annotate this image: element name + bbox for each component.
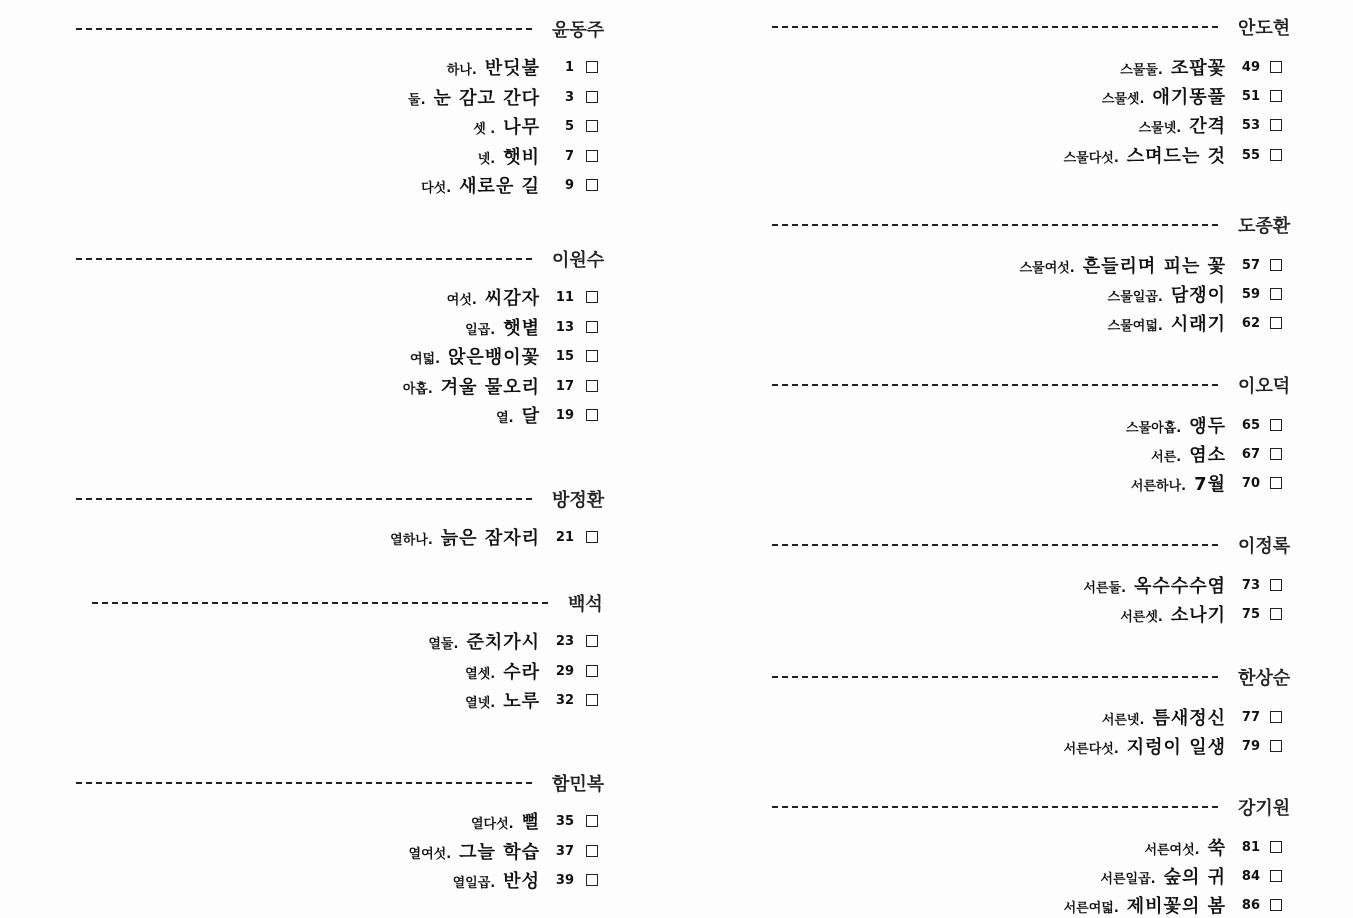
checkbox[interactable] — [586, 291, 598, 303]
poem-entry — [0, 341, 620, 369]
poem-title-group — [465, 687, 540, 713]
author-heading — [0, 768, 620, 798]
poem-title-group — [478, 143, 540, 169]
checkbox[interactable] — [1270, 259, 1282, 271]
poem-entry — [0, 82, 620, 110]
poem-title-group — [1120, 601, 1226, 627]
page-number: 73 — [1241, 578, 1260, 593]
poem-ordinal: 여섯. — [446, 293, 477, 308]
author-heading — [700, 792, 1320, 822]
checkbox[interactable] — [586, 694, 598, 706]
page-number: 55 — [1241, 147, 1260, 163]
poem-title: 숲의 귀 — [1163, 867, 1226, 889]
poem-entry — [700, 832, 1320, 860]
author-name: 강기원 — [1238, 798, 1291, 819]
author-heading — [0, 244, 620, 274]
poem-ordinal: 열다섯. — [470, 817, 514, 832]
page-number: 29 — [555, 663, 574, 679]
author-name: 이원수 — [552, 250, 605, 271]
poem-entry — [700, 52, 1320, 80]
author-heading — [700, 530, 1320, 560]
poem-ordinal: 스물여섯. — [1019, 261, 1075, 276]
author-name: 안도현 — [1238, 18, 1291, 39]
poem-title: 흔들리며 피는 꽃 — [1082, 256, 1226, 277]
dashed-divider — [76, 258, 532, 260]
poem-title-group — [421, 172, 540, 198]
author-name: 이정록 — [1238, 536, 1291, 557]
checkbox[interactable] — [1270, 149, 1282, 161]
poem-ordinal: 서른하나. — [1130, 479, 1187, 495]
page-number: 59 — [1241, 287, 1260, 303]
page-number: 5 — [564, 119, 574, 135]
page-number: 32 — [555, 693, 574, 709]
checkbox[interactable] — [586, 531, 598, 543]
author-heading — [700, 370, 1320, 400]
poem-entry — [700, 439, 1320, 467]
poem-title: 조팝꽃 — [1170, 58, 1226, 79]
author-name: 윤동주 — [552, 20, 605, 41]
poem-title: 쑥 — [1207, 838, 1226, 859]
page-number: 65 — [1241, 418, 1260, 433]
page-number: 3 — [564, 89, 574, 105]
poem-entry — [0, 626, 620, 654]
poem-title: 틈새정신 — [1152, 708, 1226, 729]
poem-title: 나무 — [503, 117, 540, 139]
page-number: 53 — [1241, 118, 1260, 134]
page-number: 84 — [1241, 869, 1260, 885]
poem-entry — [700, 308, 1320, 336]
poem-entry — [700, 861, 1320, 889]
dashed-divider — [772, 384, 1218, 386]
checkbox[interactable] — [1270, 448, 1282, 460]
poem-title: 새로운 길 — [459, 176, 540, 198]
poem-ordinal: 하나. — [446, 63, 477, 78]
poem-entry — [0, 836, 620, 864]
poem-ordinal: 넷. — [477, 151, 496, 167]
poem-ordinal: 열여섯. — [408, 846, 452, 862]
poem-ordinal: 스물둘. — [1120, 63, 1163, 78]
checkbox[interactable] — [1270, 317, 1282, 329]
page-number: 19 — [555, 408, 574, 424]
checkbox[interactable] — [586, 321, 598, 333]
poem-ordinal: 스물다섯. — [1063, 150, 1119, 166]
poem-entry — [0, 400, 620, 428]
author-name: 한상순 — [1238, 668, 1291, 689]
poem-entry — [700, 81, 1320, 109]
poem-ordinal: 스물아홉. — [1126, 421, 1182, 436]
poem-title-group — [408, 84, 540, 110]
dashed-divider — [772, 676, 1218, 678]
checkbox[interactable] — [1270, 899, 1282, 911]
checkbox[interactable] — [1270, 740, 1282, 752]
poem-title-group — [1108, 310, 1226, 336]
poem-ordinal: 스물여덟. — [1107, 319, 1163, 335]
poem-title-group — [403, 373, 540, 399]
dashed-divider — [76, 498, 532, 500]
poem-entry — [700, 890, 1320, 918]
page-number: 7 — [564, 148, 574, 164]
checkbox[interactable] — [1270, 90, 1282, 102]
page-number: 17 — [555, 378, 574, 394]
poem-ordinal: 열. — [496, 411, 514, 427]
author-heading — [700, 12, 1320, 42]
checkbox[interactable] — [586, 350, 598, 362]
dashed-divider — [772, 224, 1218, 226]
page-number: 70 — [1241, 476, 1260, 492]
poem-ordinal: 서른일곱. — [1100, 872, 1156, 888]
author-heading — [0, 14, 620, 44]
poem-ordinal: 다섯. — [421, 181, 452, 197]
poem-ordinal: 스물일곱. — [1107, 290, 1163, 306]
page-number: 9 — [564, 178, 574, 194]
poem-entry — [0, 865, 620, 893]
poem-ordinal: 서른여덟. — [1063, 901, 1119, 917]
page-number: 75 — [1241, 607, 1260, 623]
page-number: 13 — [555, 319, 574, 335]
page-number: 51 — [1241, 89, 1260, 105]
poem-title: 뻘 — [521, 812, 540, 833]
checkbox[interactable] — [586, 874, 598, 886]
checkbox[interactable] — [1270, 419, 1282, 431]
poem-title: 소나기 — [1170, 605, 1226, 627]
poem-entry — [700, 570, 1320, 598]
poem-title-group — [1100, 863, 1226, 889]
dashed-divider — [76, 28, 532, 30]
checkbox[interactable] — [586, 179, 598, 191]
poem-entry — [0, 656, 620, 684]
checkbox[interactable] — [586, 380, 598, 392]
poem-entry — [700, 410, 1320, 438]
dashed-divider — [772, 26, 1218, 28]
checkbox[interactable] — [586, 91, 598, 103]
page-number: 11 — [555, 290, 574, 305]
checkbox[interactable] — [1270, 579, 1282, 591]
checkbox[interactable] — [586, 409, 598, 421]
page-number: 37 — [555, 843, 574, 859]
poem-title-group — [410, 343, 540, 369]
poem-title-group — [1126, 412, 1226, 438]
author-name: 도종환 — [1238, 216, 1291, 237]
poem-ordinal: 셋 . — [473, 122, 496, 138]
poem-ordinal: 서른. — [1151, 450, 1182, 466]
poem-entry — [700, 279, 1320, 307]
author-heading — [0, 588, 620, 618]
poem-title: 햇비 — [503, 146, 540, 168]
poem-entry — [700, 250, 1320, 278]
poem-ordinal: 열넷. — [465, 696, 496, 712]
poem-title: 눈 감고 간다 — [433, 87, 540, 109]
poem-title-group — [1020, 252, 1226, 278]
page-number: 81 — [1241, 840, 1260, 855]
poem-title-group — [1064, 733, 1226, 759]
poem-title: 스며드는 것 — [1126, 145, 1226, 167]
poem-entry — [0, 371, 620, 399]
poem-title: 준치가시 — [466, 632, 540, 653]
poem-title-group — [1064, 892, 1226, 918]
poem-title: 애기똥풀 — [1152, 87, 1226, 109]
page-number: 1 — [564, 60, 574, 75]
author-heading — [700, 662, 1320, 692]
author-heading — [0, 484, 620, 514]
poem-title-group — [1102, 704, 1226, 730]
poem-title-group — [453, 867, 540, 893]
poem-title-group — [1139, 112, 1226, 138]
page-number: 49 — [1241, 60, 1260, 75]
poem-title: 늙은 잠자리 — [440, 528, 540, 549]
poem-entry — [700, 702, 1320, 730]
page-number: 35 — [555, 814, 574, 829]
poem-title-group — [473, 113, 540, 139]
checkbox[interactable] — [586, 845, 598, 857]
checkbox[interactable] — [1270, 288, 1282, 300]
poem-title-group — [1151, 441, 1226, 467]
poem-ordinal: 스물셋. — [1101, 92, 1145, 108]
poem-ordinal: 일곱. — [465, 322, 496, 338]
poem-entry — [0, 522, 620, 550]
poem-ordinal: 서른둘. — [1083, 581, 1127, 596]
poem-title-group — [447, 54, 540, 80]
poem-ordinal: 서른여섯. — [1144, 843, 1200, 858]
poem-title: 씨감자 — [484, 288, 540, 309]
page-number: 23 — [555, 634, 574, 649]
author-name: 백석 — [568, 594, 603, 615]
poem-title: 햇볕 — [503, 317, 540, 339]
checkbox[interactable] — [586, 665, 598, 677]
poem-title: 반딧불 — [484, 58, 540, 79]
poem-title: 옥수수수염 — [1134, 576, 1226, 597]
checkbox[interactable] — [1270, 870, 1282, 882]
author-heading — [700, 210, 1320, 240]
poem-title-group — [409, 838, 540, 864]
poem-title: 반성 — [503, 871, 540, 893]
poem-title: 지렁이 일생 — [1126, 737, 1226, 759]
poem-title-group — [447, 284, 540, 310]
poem-ordinal: 서른다섯. — [1063, 742, 1119, 758]
poem-entry — [0, 312, 620, 340]
poem-title: 그늘 학습 — [459, 841, 540, 863]
poem-title: 달 — [521, 406, 540, 428]
page-number: 86 — [1241, 898, 1260, 914]
poem-entry — [700, 468, 1320, 496]
poem-title: 수라 — [503, 661, 540, 683]
poem-entry — [0, 111, 620, 139]
poem-title: 겨울 물오리 — [440, 376, 540, 398]
author-name: 이오덕 — [1238, 376, 1291, 397]
checkbox[interactable] — [586, 150, 598, 162]
poem-title-group — [1102, 83, 1226, 109]
poem-title-group — [1108, 281, 1226, 307]
poem-ordinal: 아홉. — [402, 381, 433, 397]
poem-ordinal: 열하나. — [390, 533, 433, 548]
poem-title-group — [465, 314, 540, 340]
page-number: 77 — [1241, 710, 1260, 725]
page-number: 62 — [1241, 316, 1260, 332]
checkbox[interactable] — [1270, 477, 1282, 489]
poem-entry — [0, 52, 620, 80]
poem-ordinal: 서른넷. — [1101, 713, 1145, 728]
poem-title: 시래기 — [1170, 314, 1226, 336]
dashed-divider — [92, 602, 548, 604]
poem-entry — [700, 110, 1320, 138]
poem-title: 앵두 — [1189, 416, 1226, 437]
poem-title: 앉은뱅이꽃 — [448, 347, 540, 369]
checkbox[interactable] — [1270, 841, 1282, 853]
page-number: 57 — [1241, 258, 1260, 273]
poem-title: 염소 — [1189, 445, 1226, 467]
poem-title-group — [465, 658, 540, 684]
poem-title: 간격 — [1189, 116, 1226, 138]
checkbox[interactable] — [586, 635, 598, 647]
poem-ordinal: 둘. — [408, 92, 426, 108]
poem-entry — [700, 599, 1320, 627]
poem-ordinal: 서른셋. — [1120, 610, 1163, 626]
poem-title-group — [1144, 834, 1226, 860]
poem-ordinal: 열셋. — [465, 666, 496, 682]
checkbox[interactable] — [1270, 608, 1282, 620]
author-name: 함민복 — [552, 774, 605, 795]
poem-entry — [0, 806, 620, 834]
poem-ordinal: 열일곱. — [452, 876, 496, 892]
page-number: 39 — [555, 873, 574, 889]
page-number: 79 — [1241, 739, 1260, 755]
page-number: 15 — [555, 349, 574, 365]
poem-title-group — [428, 628, 540, 654]
poem-title-group — [471, 808, 540, 834]
poem-title: 제비꽃의 봄 — [1126, 896, 1226, 918]
poem-ordinal: 여덟. — [409, 352, 441, 368]
poem-ordinal: 열둘. — [428, 637, 459, 652]
checkbox[interactable] — [1270, 711, 1282, 723]
dashed-divider — [772, 544, 1218, 546]
poem-entry — [0, 170, 620, 198]
poem-title-group — [1083, 572, 1226, 598]
poem-entry — [0, 685, 620, 713]
poem-title-group — [1064, 142, 1226, 168]
checkbox[interactable] — [586, 815, 598, 827]
checkbox[interactable] — [1270, 61, 1282, 73]
dashed-divider — [76, 782, 532, 784]
page-number: 21 — [555, 530, 574, 545]
poem-entry — [700, 140, 1320, 168]
author-name: 방정환 — [552, 490, 605, 511]
poem-title-group — [1120, 54, 1226, 80]
dashed-divider — [772, 806, 1218, 808]
poem-entry — [0, 141, 620, 169]
checkbox[interactable] — [586, 61, 598, 73]
poem-title: 노루 — [503, 691, 540, 713]
poem-ordinal: 스물넷. — [1138, 121, 1182, 137]
poem-title-group — [390, 524, 540, 550]
checkbox[interactable] — [1270, 119, 1282, 131]
poem-entry — [0, 282, 620, 310]
poem-title-group — [496, 402, 540, 428]
poem-title: 7월 — [1194, 474, 1226, 496]
checkbox[interactable] — [586, 120, 598, 132]
poem-title: 담쟁이 — [1170, 285, 1226, 307]
poem-title-group — [1131, 470, 1226, 496]
page-number: 67 — [1241, 447, 1260, 463]
poem-entry — [700, 731, 1320, 759]
